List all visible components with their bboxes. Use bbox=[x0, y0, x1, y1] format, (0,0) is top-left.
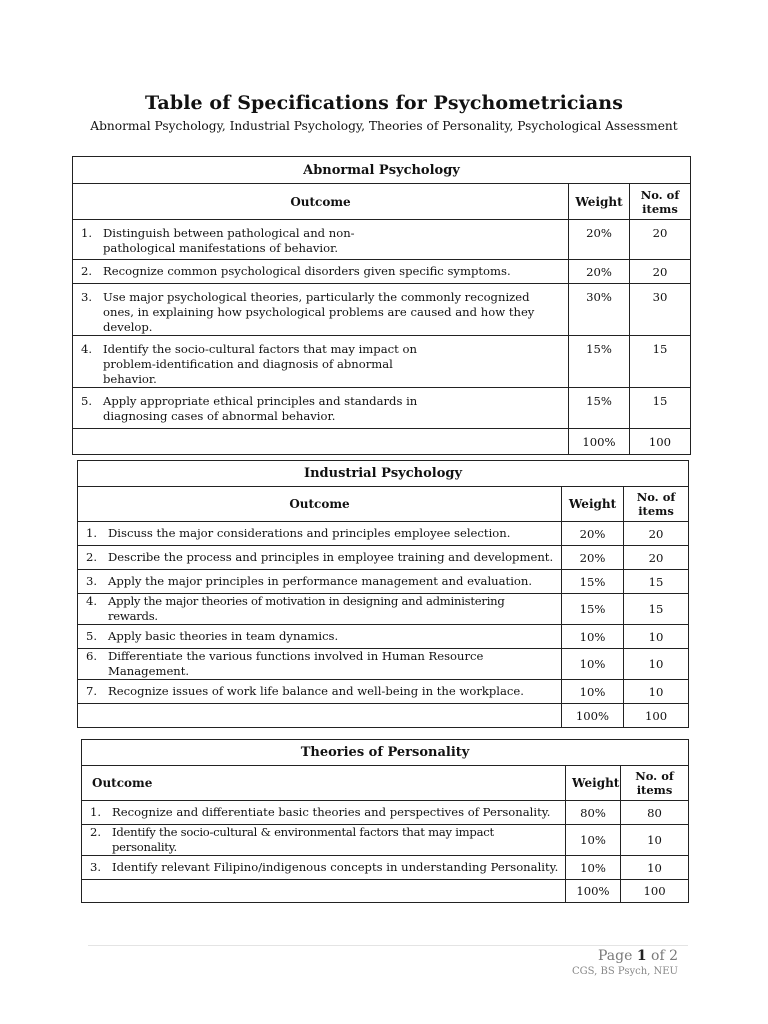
item-number: 3. bbox=[81, 290, 93, 304]
item-number: 5. bbox=[81, 394, 93, 408]
items-cell: 10 bbox=[624, 649, 689, 680]
outcome-text: Recognize issues of work life balance and well-being in the workplace. bbox=[108, 684, 524, 698]
item-number: 2. bbox=[86, 550, 98, 564]
abnormal-psychology-table bbox=[72, 156, 691, 455]
table-row bbox=[78, 625, 689, 649]
item-number: 5. bbox=[86, 629, 98, 643]
outcome-text: Apply basic theories in team dynamics. bbox=[108, 629, 339, 643]
items-cell: 20 bbox=[630, 260, 691, 284]
weight-cell: 20% bbox=[569, 260, 630, 284]
total-items: 100 bbox=[621, 880, 689, 903]
weight-header: Weight bbox=[562, 487, 624, 522]
items-header bbox=[621, 766, 689, 801]
items-cell: 80 bbox=[621, 801, 689, 825]
table-row bbox=[78, 522, 689, 546]
section-title: Industrial Psychology bbox=[78, 461, 689, 487]
table-row bbox=[78, 546, 689, 570]
total-items: 100 bbox=[630, 429, 691, 455]
table-row bbox=[73, 388, 691, 429]
outcome-text: Use major psychological theories, particularly the commonly recognized ones, in explaining how psychological problems are caused and how they develop. bbox=[103, 290, 535, 334]
item-number: 1. bbox=[86, 526, 98, 540]
item-number: 3. bbox=[86, 574, 98, 588]
items-cell: 15 bbox=[624, 570, 689, 594]
outcome-text: Recognize and differentiate basic theories and perspectives of Personality. bbox=[112, 805, 551, 819]
outcome-text: Identify relevant Filipino/indigenous concepts in understanding Personality. bbox=[112, 860, 559, 874]
total-weight: 100% bbox=[566, 880, 621, 903]
outcome-text: Apply appropriate ethical principles and standards in diagnosing cases of abnormal behavior. bbox=[103, 394, 418, 423]
table-row bbox=[82, 856, 689, 880]
page-word: Page bbox=[597, 948, 633, 964]
theories-of-personality-table bbox=[81, 739, 689, 903]
items-cell: 15 bbox=[630, 336, 691, 388]
total-weight: 100% bbox=[562, 704, 624, 728]
items-header-line1: No. of bbox=[640, 187, 680, 202]
outcome-text: Identify the socio-cultural factors that may impact on problem-identification and diagnosis of abnormal behavior. bbox=[103, 342, 417, 386]
outcome-text: Identify the socio-cultural & environmental factors that may impact personality. bbox=[112, 825, 494, 854]
weight-cell: 20% bbox=[562, 522, 624, 546]
page-current: 1 bbox=[636, 948, 647, 964]
weight-cell: 15% bbox=[569, 336, 630, 388]
items-header-line2: items bbox=[638, 504, 674, 518]
items-cell: 20 bbox=[624, 522, 689, 546]
table-row bbox=[73, 220, 691, 260]
outcome-header: Outcome bbox=[82, 766, 566, 801]
weight-cell: 10% bbox=[562, 625, 624, 649]
weight-cell: 10% bbox=[562, 680, 624, 704]
items-cell: 20 bbox=[624, 546, 689, 570]
outcome-text: Recognize common psychological disorders given specific symptoms. bbox=[103, 264, 511, 278]
items-cell: 20 bbox=[630, 220, 691, 260]
weight-cell: 15% bbox=[562, 594, 624, 625]
items-cell: 30 bbox=[630, 284, 691, 336]
outcome-header: Outcome bbox=[73, 184, 569, 220]
table-row bbox=[78, 680, 689, 704]
weight-cell: 10% bbox=[566, 825, 621, 856]
page-of: of 2 bbox=[651, 948, 678, 964]
item-number: 1. bbox=[81, 226, 93, 240]
weight-cell: 80% bbox=[566, 801, 621, 825]
items-header-line2: items bbox=[636, 783, 673, 797]
items-header bbox=[624, 487, 689, 522]
weight-header: Weight bbox=[566, 766, 621, 801]
outcome-text: Discuss the major considerations and principles employee selection. bbox=[108, 526, 511, 540]
items-cell: 10 bbox=[624, 680, 689, 704]
items-header-line2: items bbox=[642, 201, 678, 216]
items-cell: 15 bbox=[624, 594, 689, 625]
table-row bbox=[73, 260, 691, 284]
table-row bbox=[78, 649, 689, 680]
total-row bbox=[78, 704, 689, 728]
industrial-psychology-table bbox=[77, 460, 689, 728]
item-number: 7. bbox=[86, 684, 98, 698]
item-number: 6. bbox=[86, 649, 98, 663]
section-title: Theories of Personality bbox=[82, 740, 689, 766]
items-header-line1: No. of bbox=[635, 769, 674, 783]
item-number: 4. bbox=[81, 342, 93, 356]
weight-cell: 20% bbox=[569, 220, 630, 260]
items-cell: 10 bbox=[621, 825, 689, 856]
item-number: 1. bbox=[90, 805, 102, 819]
items-cell: 15 bbox=[630, 388, 691, 429]
table-row bbox=[73, 336, 691, 388]
table-row bbox=[82, 825, 689, 856]
weight-cell: 10% bbox=[566, 856, 621, 880]
item-number: 3. bbox=[90, 860, 102, 874]
items-cell: 10 bbox=[624, 625, 689, 649]
total-items: 100 bbox=[624, 704, 689, 728]
page-title: Table of Specifications for Psychometricians bbox=[145, 92, 623, 114]
outcome-text: Distinguish between pathological and non-pathological manifestations of behavior. bbox=[103, 226, 355, 255]
weight-cell: 15% bbox=[569, 388, 630, 429]
page-subtitle: Abnormal Psychology, Industrial Psychology, Theories of Personality, Psychological Assessment bbox=[90, 119, 678, 133]
weight-cell: 10% bbox=[562, 649, 624, 680]
table-row bbox=[82, 801, 689, 825]
section-title: Abnormal Psychology bbox=[73, 157, 691, 184]
item-number: 2. bbox=[90, 825, 102, 839]
footer-divider bbox=[88, 945, 688, 946]
outcome-text: Apply the major theories of motivation in designing and administering rewards. bbox=[108, 594, 505, 623]
table-row bbox=[78, 594, 689, 625]
outcome-text: Describe the process and principles in employee training and development. bbox=[108, 550, 554, 564]
table-row bbox=[73, 284, 691, 336]
total-row bbox=[82, 880, 689, 903]
outcome-text: Apply the major principles in performance management and evaluation. bbox=[108, 574, 533, 588]
weight-cell: 30% bbox=[569, 284, 630, 336]
footer-note: CGS, BS Psych, NEU bbox=[572, 966, 678, 977]
outcome-text: Differentiate the various functions involved in Human Resource Management. bbox=[108, 649, 484, 678]
weight-cell: 15% bbox=[562, 570, 624, 594]
weight-header: Weight bbox=[569, 184, 630, 220]
page-number bbox=[598, 948, 678, 964]
table-row bbox=[78, 570, 689, 594]
item-number: 4. bbox=[86, 594, 98, 608]
item-number: 2. bbox=[81, 264, 93, 278]
weight-cell: 20% bbox=[562, 546, 624, 570]
items-header bbox=[630, 184, 691, 220]
total-row bbox=[73, 429, 691, 455]
outcome-header: Outcome bbox=[78, 487, 562, 522]
items-cell: 10 bbox=[621, 856, 689, 880]
total-weight: 100% bbox=[569, 429, 630, 455]
items-header-line1: No. of bbox=[636, 490, 676, 504]
